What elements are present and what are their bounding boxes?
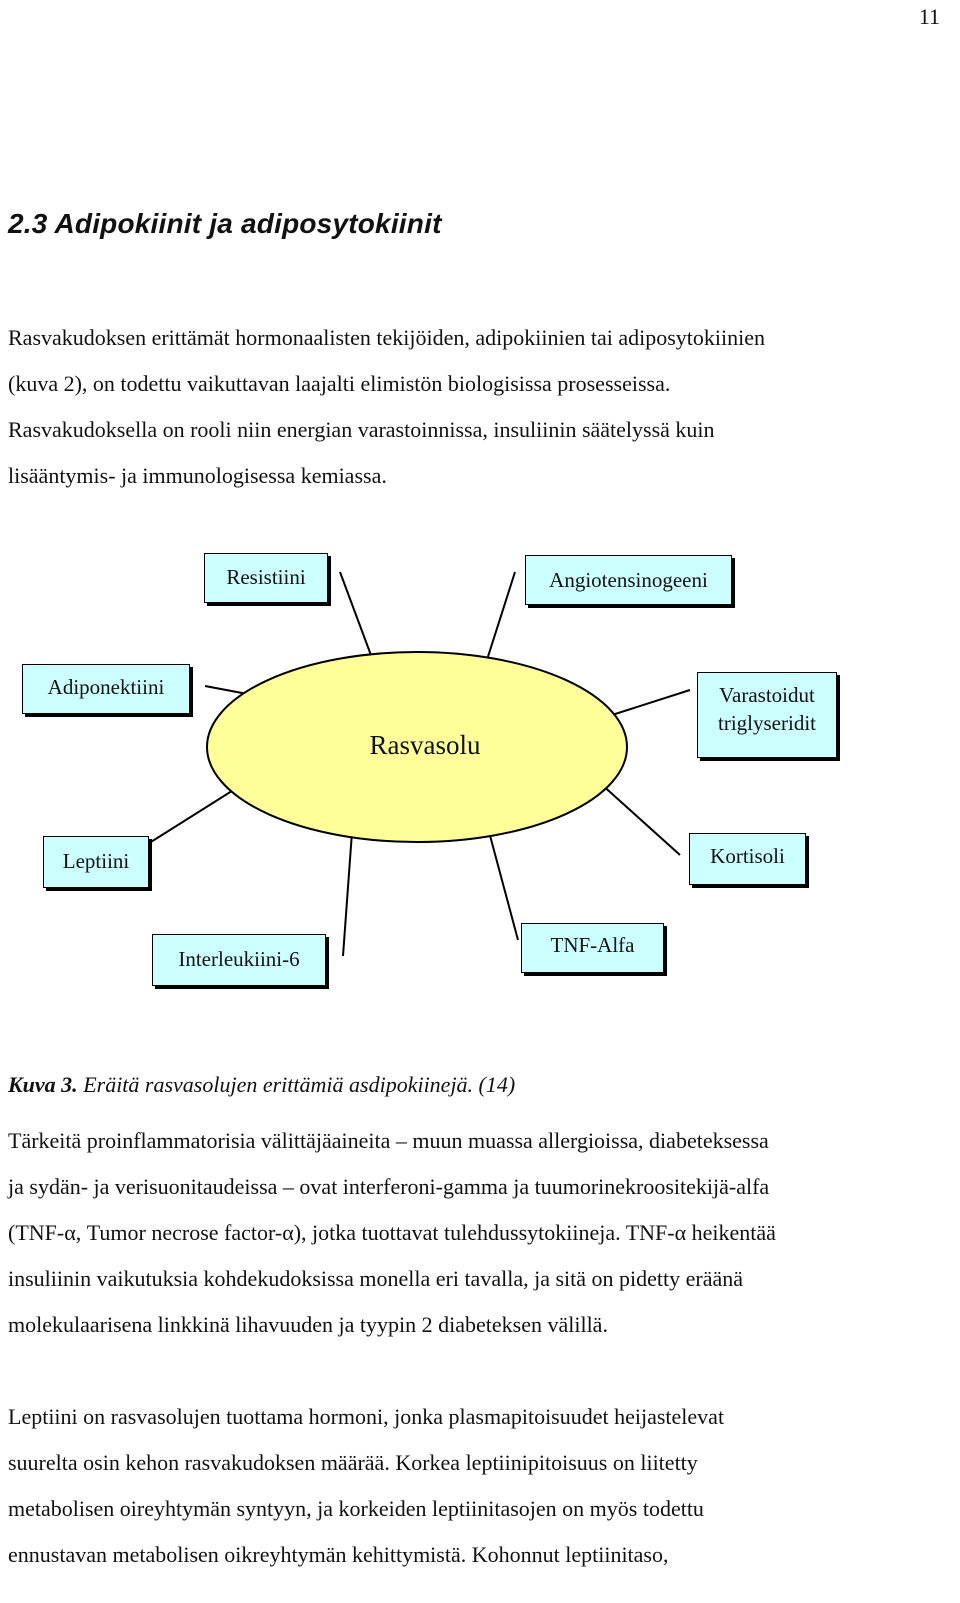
section-heading: 2.3 Adipokiinit ja adiposytokiinit (8, 208, 442, 239)
text-line: Rasvakudoksen erittämät hormonaalisten tekijöiden, adipokiinien tai adiposytokiinien (8, 325, 766, 350)
box-adiponektiini (22, 664, 190, 714)
paragraph-intro (8, 315, 953, 499)
connector-line (340, 572, 375, 666)
text-line: Rasvakudoksella on rooli niin energian varastoinnissa, insuliinin säätelyssä kuin (8, 417, 715, 442)
box-tnf-alfa (521, 923, 664, 973)
rasvasolu-label: Rasvasolu (369, 730, 481, 760)
caption-text: Eräitä rasvasolujen erittämiä asdipokiinejä. (14) (83, 1072, 516, 1097)
text-line: ja sydän- ja verisuonitaudeissa – ovat interferoni-gamma ja tuumorinekroositekijä-alfa (8, 1174, 770, 1199)
box-label: Leptiini (62, 849, 130, 873)
text-line: ennustavan metabolisen oikreyhtymän kehittymistä. Kohonnut leptiinitaso, (8, 1542, 669, 1567)
text-line: suurelta osin kehon rasvakudoksen määrää. Korkea leptiinipitoisuus on liitetty (8, 1450, 698, 1475)
paragraph-leptiini (8, 1394, 953, 1578)
connector-line (343, 832, 352, 956)
connector-line (485, 572, 515, 666)
text-line: (TNF-α, Tumor necrose factor-α), jotka tuottavat tulehdussytokiineja. TNF-α heikentää (8, 1220, 776, 1245)
box-label-line-2: triglyseridit (718, 711, 816, 735)
connector-line (488, 828, 518, 940)
box-label: Interleukiini-6 (178, 947, 300, 971)
text-line: Leptiini on rasvasolujen tuottama hormoni, jonka plasmapitoisuudet heijastelevat (8, 1404, 725, 1429)
box-leptiini (43, 836, 149, 888)
connector-line (612, 690, 690, 715)
box-label: Resistiini (226, 565, 306, 589)
box-varastoidut-triglyseridit (697, 672, 837, 758)
box-interleukiini-6 (152, 934, 326, 986)
text-line: metabolisen oireyhtymän syntyyn, ja korkeiden leptiinitasojen on myös todettu (8, 1496, 704, 1521)
diagram-connectors (0, 540, 960, 1020)
box-label: Kortisoli (710, 844, 785, 868)
paragraph-tnf (8, 1118, 953, 1348)
caption-label: Kuva 3. (8, 1072, 78, 1097)
text-line: insuliinin vaikutuksia kohdekudoksissa monella eri tavalla, ja sitä on pidetty eräänä (8, 1266, 743, 1291)
figure-caption (8, 1072, 515, 1098)
text-line: molekulaarisena linkkinä lihavuuden ja tyypin 2 diabeteksen välillä. (8, 1312, 608, 1337)
box-label: Adiponektiini (47, 675, 165, 699)
box-label: Angiotensinogeeni (549, 568, 708, 592)
page-number: 11 (918, 4, 940, 29)
box-kortisoli (689, 833, 806, 885)
text-line: (kuva 2), on todettu vaikuttavan laajalti elimistön biologisissa prosesseissa. (8, 371, 671, 396)
box-resistiini (204, 553, 328, 603)
box-label-line-1: Varastoidut (719, 683, 815, 707)
text-line: Tärkeitä proinflammatorisia välittäjäaineita – muun muassa allergioissa, diabeteksessa (8, 1128, 769, 1153)
box-label: TNF-Alfa (550, 933, 635, 957)
text-line: lisääntymis- ja immunologisessa kemiassa. (8, 463, 387, 488)
adipokine-diagram (0, 540, 960, 1020)
box-angiotensinogeeni (525, 555, 732, 605)
